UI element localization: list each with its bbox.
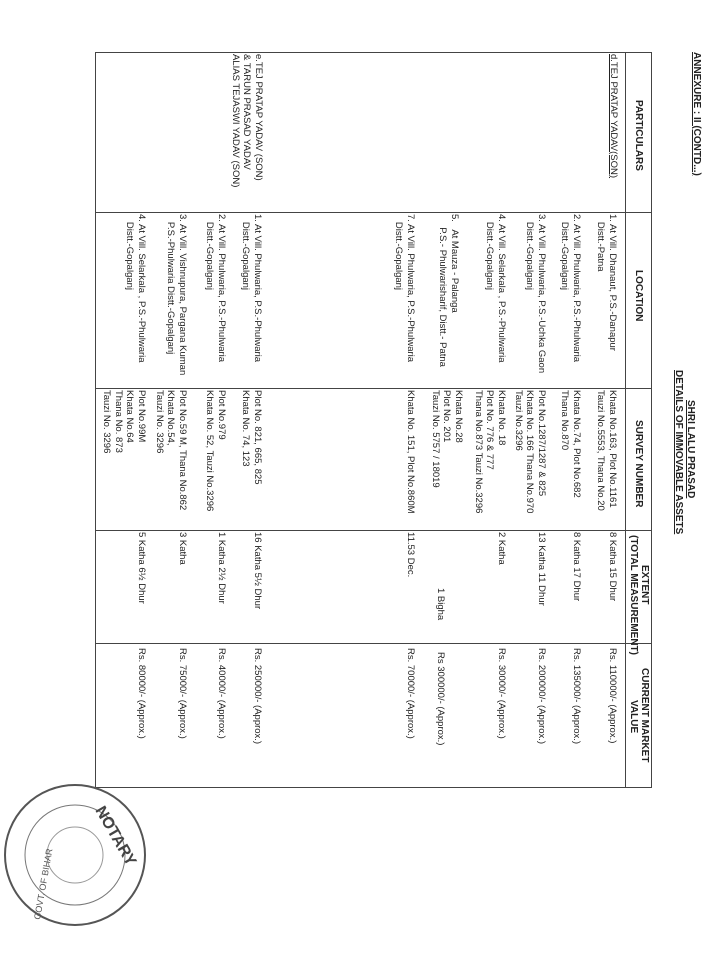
col-divider-2 [95,388,652,389]
row-6-location: 7. At Vill. Phulwaria, P.S.-Phulwaria Distt.-Gopalganj [393,214,416,363]
row-3-extent: 13 Katha 11 Dhur [536,532,547,606]
row-3-location: 3. At Vill. Phulwaria, P.S.-Uchka Gaon Distt.-Gopalganj [524,214,547,374]
stamp-text: NOTARY [91,803,140,869]
row-5-extent: 1 Bigha [435,588,446,621]
col-divider-1 [95,212,652,213]
stamp-sub: GOVT. OF BIHAR [32,847,55,921]
row-5-survey: Khata No.28 Plot No. 201 Tauzi No. 5757 / 18019 [430,390,464,488]
header-survey: SURVEY NUMBER [633,420,644,508]
row-8-location: 2. At Vill. Phulwaria, P.S.-Phulwaria Distt.-Gopalganj [204,214,227,363]
row-4-survey: Khata No. 18 Plot No. 776 & 777 Thana No.873 Tauzi No.3296 [473,390,507,514]
row-7-location: 1. At Vill. Phulwaria, P.S.-Phulwaria Distt.-Gopalganj [240,214,263,363]
header-extent-2: (TOTAL MEASUREMENT) [628,535,639,655]
row-9-survey: Plot No.59 M, Thana No.862 Khata No.54, Tauzi No. 3296 [154,390,188,511]
row-9-extent: 3 Katha [177,532,188,565]
row-7-extent: 16 Katha 5½ Dhur [252,532,263,610]
header-value-1: CURRENT MARKET [639,668,650,763]
header-value-2: VALUE [628,700,639,734]
col-divider-4 [95,643,652,644]
row-9-value: Rs. 75000/- (Approx.) [177,648,188,739]
row-1-extent: 8 Katha 15 Dhur [607,532,618,602]
person-d: d.TEJ PRATAP YADAV(SON) [608,54,619,179]
document-subtitle: DETAILS OF IMMOVABLE ASSETS [673,370,684,535]
row-6-value: Rs. 70000/- (Approx.) [405,648,416,739]
notary-stamp [0,760,150,950]
table-border-top [651,52,652,787]
row-9-location: 3. At Vill. Vishnupura, Pargana Kuman P.S.-Phulwaria Distt.-Gopalganj [165,214,188,376]
row-8-value: Rs. 40000/- (Approx.) [216,648,227,739]
document-name: SHRI LALU PRASAD [685,400,696,499]
row-1-value: Rs. 110000/- (Approx.) [607,648,618,744]
row-10-location: 4. At Vill. Selarkala , P.S.-Phulwaria Distt.-Gopalganj [124,214,147,363]
row-2-extent: 8 Katha 17 Dhur [571,532,582,602]
row-2-survey: Khata No.74, Plot No.682 Thana No.870 [559,390,582,498]
row-10-extent: 5 Katha 6½ Dhur [136,532,147,604]
row-1-location: 1. At Vill. Dhanaut, P.S.-Danapur Distt.-Patna [595,214,618,351]
person-e: e.TEJ PRATAP YADAV (SON) & TARUN PRASAD YADAV ALIAS TEJASWI YADAV (SON) [230,54,264,188]
header-particulars: PARTICULARS [633,100,644,171]
row-5-location: 5. At Mauza - Palanga P.S.- Phulwarisharif, Distt.- Patna [437,214,460,367]
row-1-survey: Khata No.163, Plot No.1161 Tauzi No.5553, Thana No.20 [595,390,618,511]
row-7-survey: Plot No. 821, 665, 825 Khata No. 74, 123 [240,390,263,485]
row-4-extent: 2 Katha [496,532,507,565]
row-3-value: Rs. 200000/- (Approx.) [536,648,547,745]
row-6-extent: 11.53 Dec. [405,532,416,578]
row-8-survey: Plot No.979 Khata No. 52, Tauzi No.3296 [204,390,227,512]
row-3-survey: Plot No.1287/1287 & 825 Khata No. 166 Thana No.970 Tauzi No.3296 [513,390,547,514]
header-location: LOCATION [633,270,644,322]
table-border-left [95,52,652,53]
row-10-survey: Plot No.99M Khata No.64 Thana No. 873 Tauzi No. 3296 [101,390,147,454]
col-divider-3 [95,530,652,531]
row-6-survey: Khata No. 151, Plot No.860M [405,390,416,514]
row-4-location: 4. At Vill. Selarkala , P.S.-Phulwaria Distt.-Gopalganj [484,214,507,363]
header-divider [625,52,626,787]
row-2-location: 2. At Vill. Phulwaria, P.S.-Phulwaria Distt.-Gopalganj [559,214,582,363]
header-extent-1: EXTENT [639,565,650,605]
row-5-value: Rs 300000/- (Approx.) [435,652,446,746]
table-border-right [95,787,652,788]
table-border-bottom [95,52,96,787]
row-8-extent: 1 Katha 2½ Dhur [216,532,227,604]
row-7-value: Rs. 250000/- (Approx.) [252,648,263,745]
row-4-value: Rs. 30000/- (Approx.) [496,648,507,739]
row-2-value: Rs. 135000/- (Approx.) [571,648,582,745]
annexure-label: ANNEXURE : II (CONTD...) [691,52,702,176]
row-10-value: Rs. 80000/- (Approx.) [136,648,147,739]
